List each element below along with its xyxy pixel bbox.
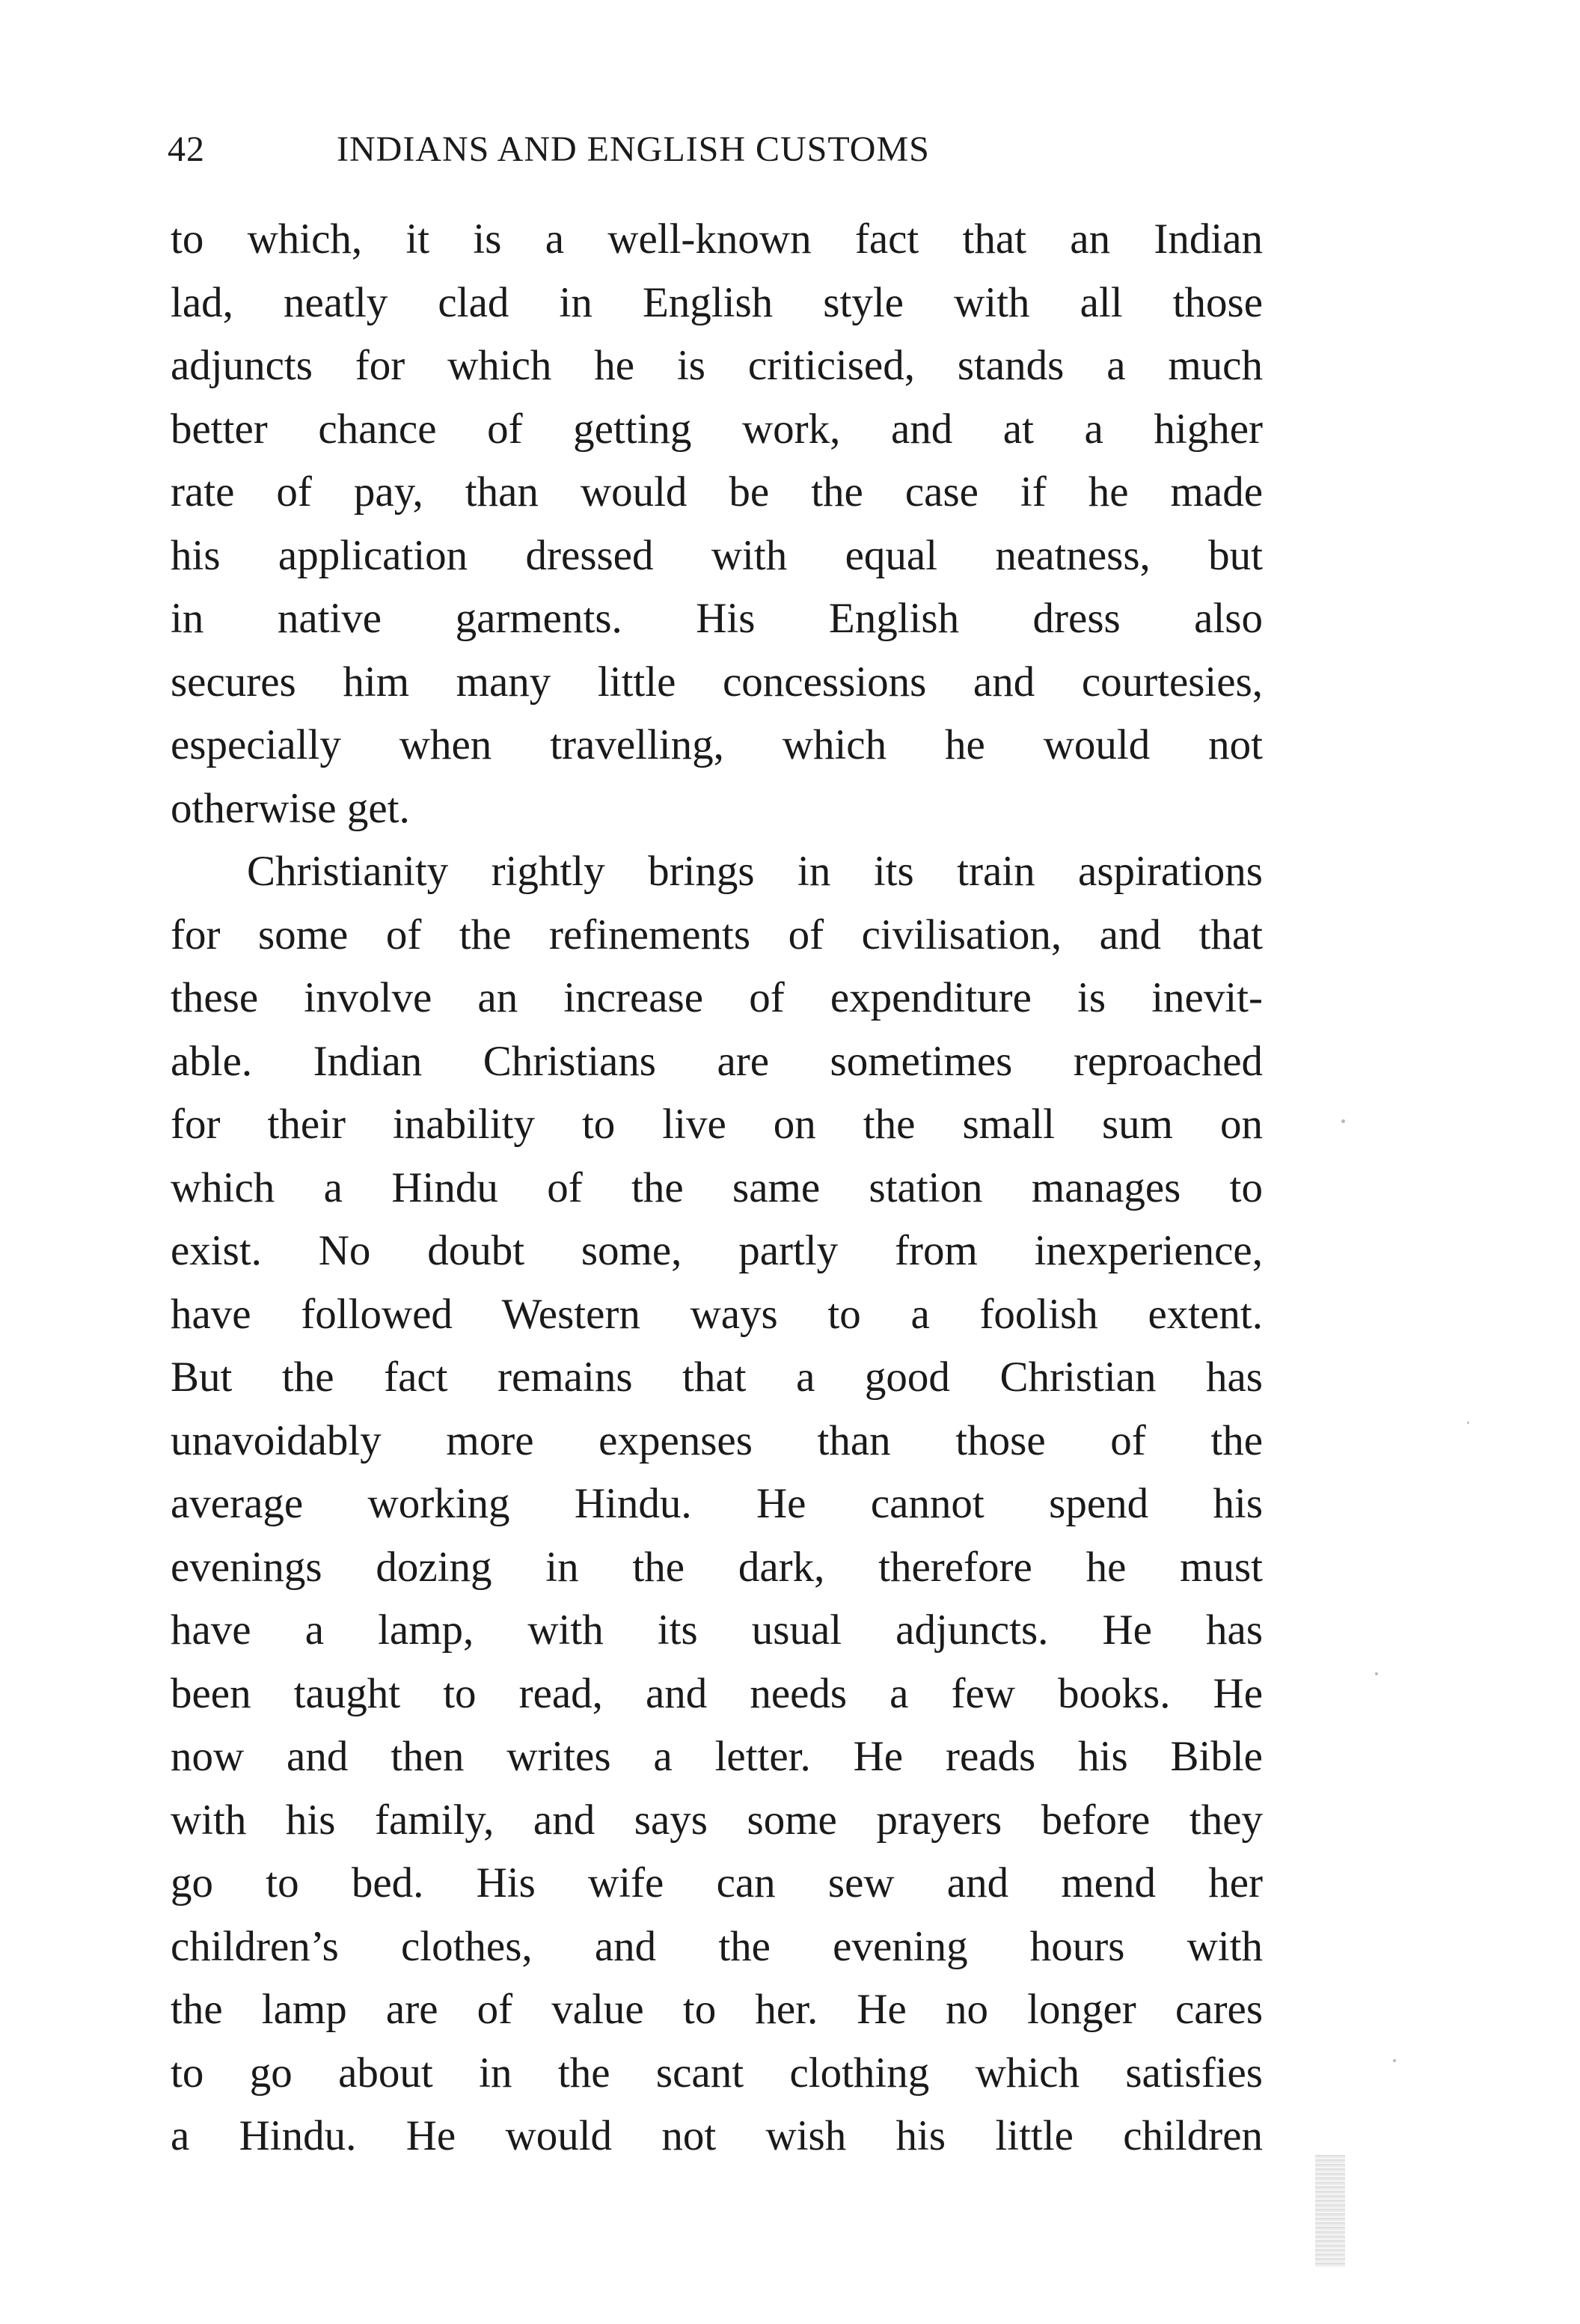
scan-edge-artifact xyxy=(1315,2155,1345,2267)
text-line: with his family, and says some prayers before they xyxy=(171,1796,1263,1844)
scan-speck xyxy=(1375,1672,1378,1675)
running-title: INDIANS AND ENGLISH CUSTOMS xyxy=(337,129,930,169)
text-line: secures him many little concessions and courtesies, xyxy=(171,658,1263,706)
text-line: unavoidably more expenses than those of the xyxy=(171,1416,1263,1464)
body-text xyxy=(171,208,1263,2168)
text-line: the lamp are of value to her. He no longer cares xyxy=(171,1986,1263,2033)
running-head xyxy=(168,123,1263,176)
text-line: able. Indian Christians are sometimes reproached xyxy=(171,1037,1263,1085)
text-line: which a Hindu of the same station manages to xyxy=(171,1163,1263,1211)
text-line: these involve an increase of expenditure is inevit- xyxy=(171,974,1263,1021)
scan-speck xyxy=(1393,2059,1396,2062)
text-line: have a lamp, with its usual adjuncts. He has xyxy=(171,1606,1263,1654)
text-line: have followed Western ways to a foolish extent. xyxy=(171,1290,1263,1338)
text-line: for their inability to live on the small sum on xyxy=(171,1101,1263,1148)
text-line: go to bed. His wife can sew and mend her xyxy=(171,1859,1263,1906)
text-line: otherwise get. xyxy=(171,784,410,832)
text-line: to go about in the scant clothing which satisfies xyxy=(171,2049,1263,2097)
text-line: to which, it is a well-known fact that an Indian xyxy=(171,215,1263,263)
text-line: But the fact remains that a good Christian has xyxy=(171,1354,1263,1401)
scan-speck xyxy=(1467,1422,1469,1424)
text-line: evenings dozing in the dark, therefore he must xyxy=(171,1543,1263,1591)
text-line: his application dressed with equal neatness, but xyxy=(171,531,1263,579)
text-line: average working Hindu. He cannot spend his xyxy=(171,1480,1263,1527)
text-line: especially when travelling, which he would not xyxy=(171,721,1263,768)
text-line: adjuncts for which he is criticised, stands a much xyxy=(171,342,1263,389)
text-line: been taught to read, and needs a few books. He xyxy=(171,1669,1263,1717)
text-line: Christianity rightly brings in its train aspirations xyxy=(247,848,1263,895)
text-line: lad, neatly clad in English style with all those xyxy=(171,278,1263,326)
page-number: 42 xyxy=(168,129,205,169)
text-line: exist. No doubt some, partly from inexperience, xyxy=(171,1227,1263,1274)
scan-speck xyxy=(1341,1119,1345,1123)
text-line: rate of pay, than would be the case if he made xyxy=(171,468,1263,516)
text-line: better chance of getting work, and at a higher xyxy=(171,405,1263,453)
text-line: in native garments. His English dress also xyxy=(171,595,1263,642)
text-line: children’s clothes, and the evening hours with xyxy=(171,1922,1263,1970)
text-line: a Hindu. He would not wish his little children xyxy=(171,2112,1263,2159)
text-line: now and then writes a letter. He reads his Bible xyxy=(171,1733,1263,1780)
text-line: for some of the refinements of civilisation, and that xyxy=(171,911,1263,958)
